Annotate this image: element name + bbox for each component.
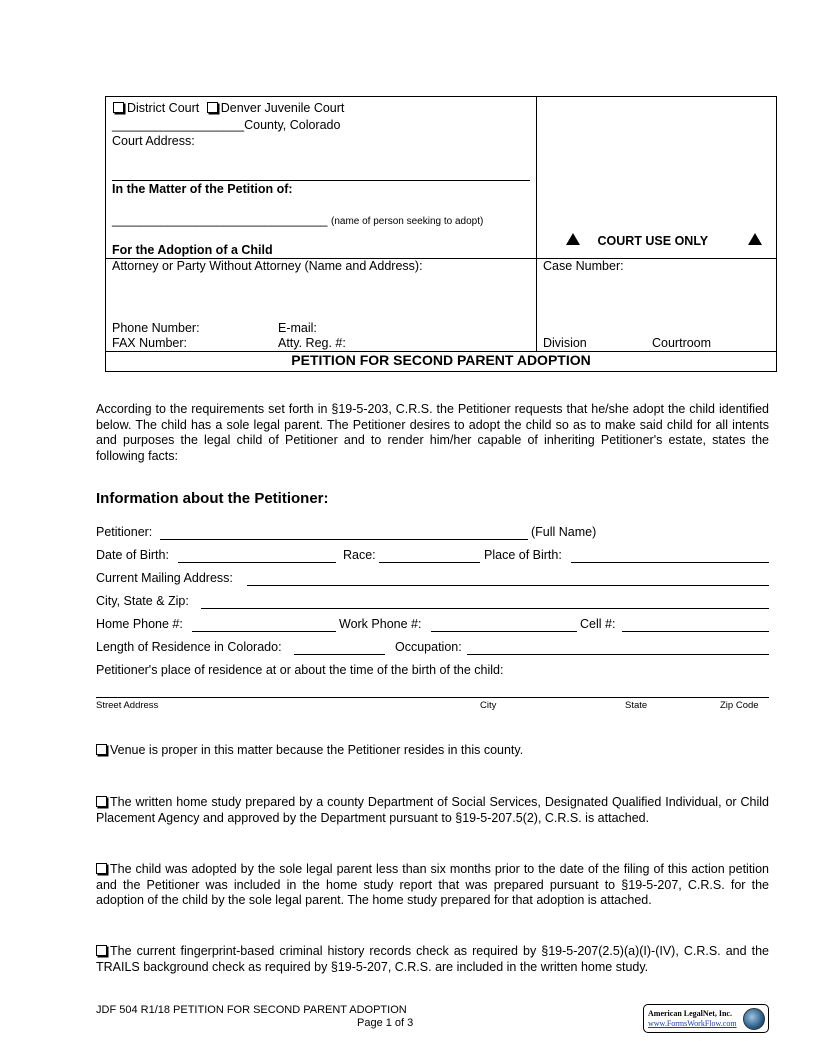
form-title: PETITION FOR SECOND PARENT ADOPTION	[291, 352, 591, 368]
court-use-only-arrow-right	[748, 233, 762, 248]
footer-page-number: Page 1 of 3	[357, 1017, 414, 1029]
adopter-name-row	[112, 213, 483, 227]
division-label: Division	[543, 336, 587, 350]
court-type-row	[113, 101, 344, 115]
state-caption: State	[625, 700, 648, 711]
courtroom-label: Courtroom	[652, 336, 712, 350]
zip-code-caption: Zip Code	[720, 700, 759, 711]
publisher-logo	[643, 1004, 769, 1033]
intro-paragraph	[96, 402, 769, 464]
court-use-only-label: COURT USE ONLY	[597, 234, 709, 248]
background-check-text: The current fingerprint-based criminal history records check as required by §19-5-207(2.5)(a)(I)-(IV), C.R.S. and the TRAILS background check as required by §19-5-207, C.R.S. are included in the written home study.	[96, 944, 769, 974]
up-arrow-icon	[566, 233, 580, 245]
home-study-checkbox[interactable]	[96, 796, 107, 807]
residence-at-birth-input[interactable]	[96, 697, 769, 698]
checkbox-item	[96, 862, 769, 909]
attorney-label: Attorney or Party Without Attorney (Name and Address):	[112, 259, 423, 273]
dob-input[interactable]	[178, 550, 336, 563]
petitioner-input[interactable]	[160, 527, 528, 540]
work-phone-input[interactable]	[431, 619, 577, 632]
city-state-zip-label: City, State & Zip:	[96, 594, 189, 608]
checkbox-item	[96, 743, 769, 759]
footer-form-id: JDF 504 R1/18 PETITION FOR SECOND PARENT ADOPTION	[96, 1004, 407, 1016]
mailing-address-input[interactable]	[247, 573, 769, 586]
city-caption: City	[480, 700, 497, 711]
mailing-address-label: Current Mailing Address:	[96, 571, 233, 585]
phone-label: Phone Number:	[112, 321, 200, 335]
district-court-checkbox[interactable]	[113, 102, 124, 113]
residence-length-input[interactable]	[294, 642, 385, 655]
adopter-note: (name of person seeking to adopt)	[331, 216, 484, 227]
venue-checkbox[interactable]	[96, 744, 107, 755]
county-line: ___________________County, Colorado	[112, 118, 341, 132]
occupation-label: Occupation:	[395, 640, 462, 654]
background-check-checkbox[interactable]	[96, 945, 107, 956]
full-name-note: (Full Name)	[531, 525, 597, 539]
email-label: E-mail:	[278, 321, 317, 335]
race-input[interactable]	[379, 550, 480, 563]
up-arrow-icon	[748, 233, 762, 245]
checkbox-item	[96, 795, 769, 826]
adoption-label: For the Adoption of a Child	[112, 243, 273, 257]
fax-label: FAX Number:	[112, 336, 188, 350]
dob-label: Date of Birth:	[96, 548, 169, 562]
prior-adoption-text: The child was adopted by the sole legal parent less than six months prior to the date of the filing of this action petition and the Petitioner was included in the home study report that was prepared pursuant to §19-5-207, C.R.S. for the adoption of the child by the sole legal parent. The home study prepared for that adoption is attached.	[96, 862, 769, 907]
juvenile-court-label: Denver Juvenile Court	[220, 101, 345, 115]
globe-icon	[743, 1008, 765, 1030]
atty-reg-label: Atty. Reg. #:	[278, 336, 346, 350]
occupation-input[interactable]	[467, 642, 769, 655]
logo-url[interactable]: www.FormsWorkFlow.com	[648, 1019, 737, 1028]
logo-company: American LegalNet, Inc.	[648, 1009, 732, 1018]
residence-at-birth-label: Petitioner's place of residence at or about the time of the birth of the child:	[96, 663, 504, 677]
place-of-birth-input[interactable]	[571, 550, 769, 563]
adopter-name-blank[interactable]: _______________________________	[112, 213, 328, 227]
petitioner-label: Petitioner:	[96, 525, 153, 539]
cell-label: Cell #:	[580, 617, 616, 631]
street-address-caption: Street Address	[96, 700, 159, 711]
court-address-line	[112, 180, 530, 181]
prior-adoption-checkbox[interactable]	[96, 863, 107, 874]
section-heading: Information about the Petitioner:	[96, 490, 329, 507]
juvenile-court-checkbox[interactable]	[207, 102, 218, 113]
district-court-label: District Court	[127, 101, 200, 115]
place-of-birth-label: Place of Birth:	[484, 548, 562, 562]
home-phone-input[interactable]	[192, 619, 336, 632]
court-use-only-row	[566, 233, 708, 248]
home-phone-label: Home Phone #:	[96, 617, 183, 631]
case-number-label: Case Number:	[543, 259, 624, 273]
checkbox-item	[96, 944, 769, 975]
cell-input[interactable]	[622, 619, 769, 632]
court-address-label: Court Address:	[112, 134, 195, 148]
work-phone-label: Work Phone #:	[339, 617, 422, 631]
residence-length-label: Length of Residence in Colorado:	[96, 640, 282, 654]
caption-divider-vertical	[536, 96, 537, 352]
venue-text: Venue is proper in this matter because the Petitioner resides in this county.	[110, 743, 524, 757]
race-label: Race:	[343, 548, 376, 562]
matter-label: In the Matter of the Petition of:	[112, 182, 293, 196]
city-state-zip-input[interactable]	[201, 596, 769, 609]
home-study-text: The written home study prepared by a county Department of Social Services, Designated Qualified Individual, or Child Placement Agency and approved by the Department pursuant to §19-5-207.5(2), C.R.S. is attached.	[96, 795, 769, 825]
intro-text: According to the requirements set forth in §19-5-203, C.R.S. the Petitioner requests that he/she adopt the child identified below. The child has a sole legal parent. The Petitioner desires to adopt the child so as to make said child for all intents and purposes the legal child of Petitioner and to render him/her capable of inheriting Petitioner's estate, states the following facts:	[96, 402, 769, 463]
